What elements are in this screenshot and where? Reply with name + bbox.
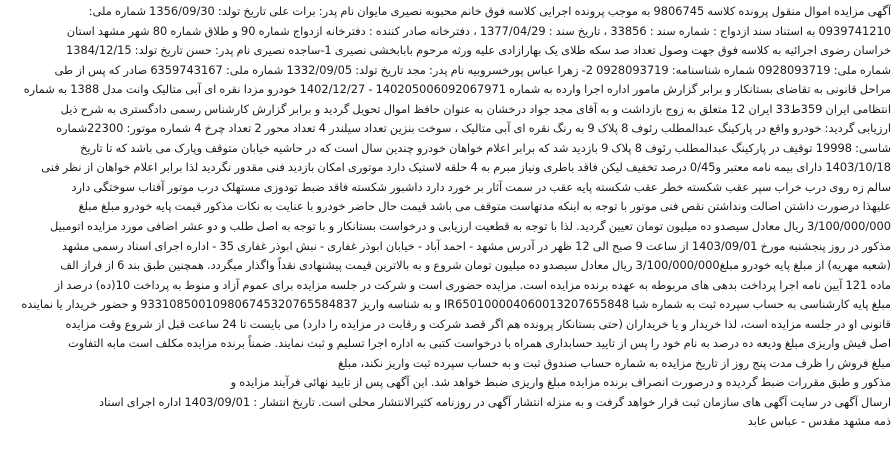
notice-line: خراسان رضوی اجرائیه به کلاسه فوق جهت وصول تعداد صد سکه طلای یک بهارازادی علیه ورثه مرحوم بابابخشی نصیری 1-ساجده نصیری نام پدر: حسن تاریخ تولد: 1384/12/15 [66,43,891,58]
notice-line: اصل فیش واریزی مبلغ ودیعه ده درصد به نام خود را پس از تایید حسابداری همراه با درخواست کتبی به اداره اجرا تسلیم و ثبت نمایند. ضمناً برنده مزایده مکلف است مابه التفاوت [68,336,891,351]
notice-line: مذکور در روز پنجشنبه مورخ 1403/09/01 از ساعت 9 صبح الی 12 ظهر در آدرس مشهد - احمد آباد - خیابان ابوذر غفاری - نبش ابوذر غفاری 35 - اداره اجرای اسناد رسمی مشهد [61,238,891,253]
notice-line: شاسی: 19998 توقیف در پارکینگ عبدالمطلب رئوف 8 پلاک 9 بازدید شد که برابر اعلام خواهان خودرو چندین سال است که در حاشیه خیابان متوقف وپارک می باشد که تا تاریخ [80,140,891,155]
notice-line: شماره ملی: 0928093719 شماره شناسنامه: 0928093719 2- زهرا عباس پورخسروبیه نام پدر: مجد تاریخ تولد: 1332/09/05 شماره ملی: 6359743167 صادر که پس از طی [54,62,891,77]
notice-line: 0939741210 به استناد سند ازدواج : شماره سند : 33856 ، تاریخ سند : 1377/04/29 ، دفترخانه صادر کننده : دفترخانه ازدواج شماره 90 و طلاق شماره 80 شهر مشهد استان [66,23,891,38]
notice-line: ذمه مشهد مقدس - عباس عابد [747,414,891,429]
notice-line: سالم زه روی درب خراب سپر عقب شکسته خطر عقب شکسته پایه عقب در سمت آثار بر خورد دارد داشبور شکسته فاقد ضبط تودوزی مستهلک درب موتور آفتاب سوختگی دارد [71,179,891,194]
notice-line: مراحل قانونی به تقاضای بستانکار و برابر گزارش مامور اداره اجرا وارده به شماره 140205006092067971 - 1402/12/27 خودرو مزدا نقره ای آبی متالیک وانت مدل 1388 به شماره [23,82,891,97]
notice-line: علیهذا درصورت داشتن اصالت ونداشتن نقص فنی موتور با توجه به اینکه مدتهاست متوقف می باشد قیمت حال حاضر خودرو با عنایت به نکات مذکور قیمت پایه خودرو مبلغ مبلغ [78,199,891,214]
notice-line: ارسال آگهی در سایت آگهی های سازمان ثبت قرار خواهد گرفت و به منزله انتشار آگهی در روزنامه کثیرالانتشار محلی است. تاریخ انتشار : 1403/09/01 اداره اجرای اسناد [98,394,891,409]
notice-line: قانونی او در جلسه مزایده است، لذا خریدار و یا خریداران (حتی بستانکار پرونده هم اگر قصد شرکت و رقابت در مزایده را دارد) می بایست تا 24 ساعت قبل از شروع وقت مزایده [65,316,891,331]
notice-line: انتظامی ایران 359ط33 ایران 12 متعلق به زوج بازداشت و به آقای مجد جواد درخشان به عنوان حافظ اموال تحویل گردید و برابر گزارش کارشناس رسمی دادگستری به شرح ذیل [60,101,891,116]
notice-line: مبلغ فروش را ظرف مدت پنج روز از تاریخ مزایده به شماره حساب صندوق ثبت و به حساب سپرده ثبت واریز نکند، مبلغ [337,355,891,370]
notice-line: (شعبه مهریه) از مبلغ پایه خودرو مبلغ3/100/000/000 ریال معادل سیصدو ده میلیون تومان شروع و به بالاترین قیمت پیشنهادی نقداً واگذار میگردد. همچنین طبق بند 6 از فراز الف [60,258,891,273]
notice-line: آگهی مزایده اموال منقول پرونده کلاسه 9806745 به موجب پرونده اجرایی کلاسه فوق خانم محبوبه نصیری مایوان نام پدر: برات علی تاریخ تولد: 1356/09/30 شماره ملی: [88,4,891,18]
notice-line: مذکور و طبق مقررات ضبط گردیده و درصورت انصراف برنده مزایده مبلغ واریزی ضبط خواهد شد. این آگهی پس از تایید نهائی فرآیند مزایده و [230,375,891,390]
notice-line: ماده 121 آیین نامه اجرا پرداخت بدهی های مربوطه به عهده برنده مزایده است. مزایده حضوری است و شرکت در جلسه مزایده برای عموم آزاد و منوط به پرداخت 10(ده) درصد از [54,277,891,292]
notice-line: مبلغ پایه کارشناسی به حساب سپرده ثبت به شماره شبا IR650100004060013207655848 و به شناسه واریز 933108500109806745320765584837 و حضور خریدار یا نماینده [21,297,891,312]
notice-line: 3/100/000/000 ریال معادل سیصدو ده میلیون تومان تعیین گردید. لذا با توجه به قطعیت ارزیابی و درخواست بستانکار و با توجه به اصل طلب و دو عشر اضافی مورد مزایده اتومبیل [50,219,891,234]
notice-line: 1403/10/18 دارای بیمه نامه معتبر و0/45 درصد تخفیف لیکن فاقد باطری ونیاز مبرم به 4 حلقه لاستیک دارد موتوری امکان بازدید فنی مقدور نگردید لذا برابر اعلام خواهان از نظر فنی [41,160,891,175]
notice-line: ارزیابی گردید: خودرو واقع در پارکینگ عبدالمطلب رئوف 8 پلاک 9 به رنگ نقره ای آبی متالیک ، سوخت بنزین تعداد سیلندر 4 تعداد محور 2 تعداد چرخ 4 شماره موتور: 22300شماره [56,121,891,136]
